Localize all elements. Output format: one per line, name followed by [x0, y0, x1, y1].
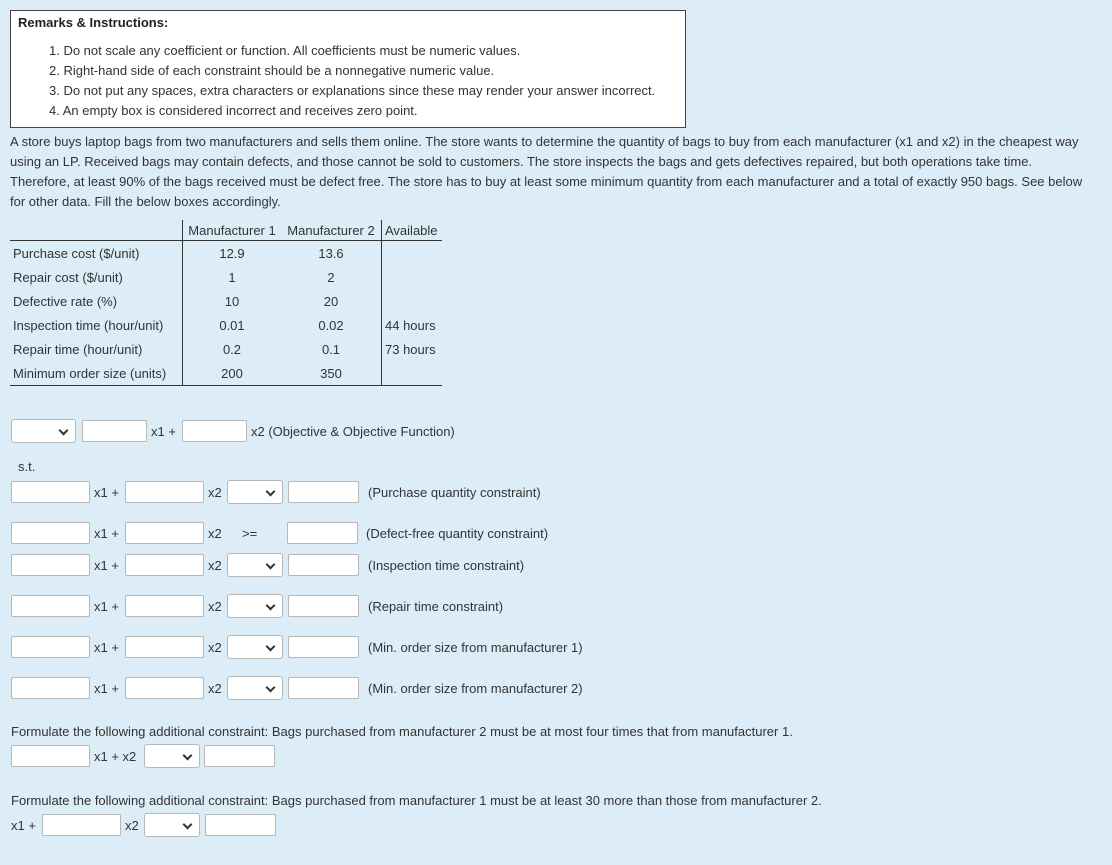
x1-plus-label: x1 +: [94, 558, 119, 573]
constraint-label: (Inspection time constraint): [368, 558, 525, 573]
problem-description: A store buys laptop bags from two manufacturers and sells them online. The store wants to determine the quantity of bags to buy from each manufacturer (x1 and x2) in the cheapest way using an LP. Received bags may contain defects, and those cannot be sold to customers. The store inspects the bags and gets defectives repaired, but both operations take time. Therefore, at least 90% of the bags received must be defect free. The store has to buy at least some minimum quantity from each manufacturer and a total of exactly 950 bags. See below for other data. Fill the below boxes accordingly.: [10, 134, 1083, 209]
cell-m1: 12.9: [219, 245, 245, 261]
cell-available: [382, 241, 443, 266]
defect-free-rhs-input[interactable]: [287, 522, 358, 544]
x1-plus-label: x1 +: [94, 599, 119, 614]
cell-m1: 0.01: [219, 317, 245, 333]
table-header-available: Available: [382, 220, 443, 241]
cell-m1: 0.2: [222, 341, 242, 357]
additional-2-x2-coefficient-input[interactable]: [42, 814, 121, 836]
min-order-m1-x2-coefficient-input[interactable]: [125, 636, 204, 658]
remarks-list: [49, 41, 655, 121]
inspection-rhs-input[interactable]: [288, 554, 359, 576]
constraint-label: (Defect-free quantity constraint): [366, 526, 549, 541]
st-label: s.t.: [18, 459, 36, 474]
cell-m1: 1: [228, 269, 236, 285]
x1-plus-label: x1 +: [94, 681, 119, 696]
x1-plus-x2-label: x1 + x2: [94, 749, 137, 764]
repair-operator-select[interactable]: [227, 594, 283, 618]
x2-label: x2: [208, 681, 222, 696]
objective-label: x2 (Objective & Objective Function): [251, 424, 455, 439]
remark-item: 1. Do not scale any coefficient or function. All coefficients must be numeric values.: [49, 43, 521, 58]
additional-constraint-1-text: Formulate the following additional constraint: Bags purchased from manufacturer 2 must be at most four times that from manufacturer 1.: [11, 724, 793, 739]
inspection-x2-coefficient-input[interactable]: [125, 554, 204, 576]
constraint-label: (Repair time constraint): [368, 599, 504, 614]
data-table: [10, 220, 442, 386]
additional-2-operator-select[interactable]: [144, 813, 200, 837]
constraint-label: (Purchase quantity constraint): [368, 485, 541, 500]
row-label: Defective rate (%): [10, 289, 183, 313]
cell-available: 44 hours: [385, 317, 436, 333]
remark-item: 4. An empty box is considered incorrect and receives zero point.: [49, 103, 418, 118]
additional-2-rhs-input[interactable]: [205, 814, 276, 836]
x2-label: x2: [125, 818, 139, 833]
remark-item: 3. Do not put any spaces, extra characters or explanations since these may render your answer incorrect.: [49, 83, 656, 98]
row-label: Minimum order size (units): [10, 361, 183, 386]
objective-x2-coefficient-input[interactable]: [182, 420, 247, 442]
purchase-rhs-input[interactable]: [288, 481, 359, 503]
additional-1-operator-select[interactable]: [144, 744, 200, 768]
cell-m2: 20: [281, 289, 382, 313]
additional-1-coefficient-input[interactable]: [11, 745, 90, 767]
table-row: [10, 361, 442, 386]
x1-plus-label: x1 +: [94, 640, 119, 655]
x2-label: x2: [208, 599, 222, 614]
row-label: Repair cost ($/unit): [10, 265, 183, 289]
purchase-operator-select[interactable]: [227, 480, 283, 504]
cell-m1: 200: [183, 361, 282, 386]
table-header-empty: [10, 220, 183, 241]
x1-plus-label: x1 +: [151, 424, 176, 439]
constraint-label: (Min. order size from manufacturer 1): [368, 640, 583, 655]
min-order-m2-x2-coefficient-input[interactable]: [125, 677, 204, 699]
constraint-label: (Min. order size from manufacturer 2): [368, 681, 583, 696]
additional-constraint-2-text: Formulate the following additional constraint: Bags purchased from manufacturer 1 must be at least 30 more than those from manufacturer 2.: [11, 793, 822, 808]
min-order-m1-x1-coefficient-input[interactable]: [11, 636, 90, 658]
min-order-m2-rhs-input[interactable]: [288, 677, 359, 699]
inspection-operator-select[interactable]: [227, 553, 283, 577]
remark-item: 2. Right-hand side of each constraint should be a nonnegative numeric value.: [49, 63, 495, 78]
x2-label: x2: [208, 485, 222, 500]
repair-x2-coefficient-input[interactable]: [125, 595, 204, 617]
objective-x1-coefficient-input[interactable]: [82, 420, 147, 442]
table-row: [10, 241, 442, 266]
cell-available: [382, 289, 443, 313]
remarks-box: [10, 10, 686, 128]
table-row: [10, 265, 442, 289]
additional-1-rhs-input[interactable]: [204, 745, 275, 767]
cell-m2: 350: [281, 361, 382, 386]
x1-plus-label: x1 +: [94, 485, 119, 500]
x2-label: x2: [208, 526, 222, 541]
table-row: [10, 313, 442, 337]
x1-plus-label: x1 +: [11, 818, 36, 833]
row-label: Repair time (hour/unit): [10, 337, 183, 361]
purchase-x1-coefficient-input[interactable]: [11, 481, 90, 503]
defect-free-x2-coefficient-input[interactable]: [125, 522, 204, 544]
cell-available: 73 hours: [385, 341, 436, 357]
cell-m2: 2: [281, 265, 382, 289]
cell-m2: 13.6: [281, 241, 382, 266]
table-row: [10, 337, 442, 361]
ge-operator-label: >=: [242, 526, 258, 541]
remarks-title: Remarks & Instructions:: [18, 15, 169, 30]
x2-label: x2: [208, 558, 222, 573]
min-order-m2-operator-select[interactable]: [227, 676, 283, 700]
min-order-m1-operator-select[interactable]: [227, 635, 283, 659]
cell-available: [382, 361, 443, 386]
row-label: Inspection time (hour/unit): [10, 313, 183, 337]
table-row: [10, 289, 442, 313]
defect-free-x1-coefficient-input[interactable]: [11, 522, 90, 544]
min-order-m1-rhs-input[interactable]: [288, 636, 359, 658]
min-order-m2-x1-coefficient-input[interactable]: [11, 677, 90, 699]
table-header-manufacturer-1: Manufacturer 1: [183, 220, 282, 241]
x2-label: x2: [208, 640, 222, 655]
repair-x1-coefficient-input[interactable]: [11, 595, 90, 617]
inspection-x1-coefficient-input[interactable]: [11, 554, 90, 576]
table-header-manufacturer-2: Manufacturer 2: [281, 220, 382, 241]
row-label: Purchase cost ($/unit): [10, 241, 183, 266]
cell-m2: 0.02: [281, 313, 382, 337]
x1-plus-label: x1 +: [94, 526, 119, 541]
repair-rhs-input[interactable]: [288, 595, 359, 617]
objective-direction-select[interactable]: [11, 419, 76, 443]
purchase-x2-coefficient-input[interactable]: [125, 481, 204, 503]
cell-available: [382, 265, 443, 289]
cell-m1: 10: [224, 293, 240, 309]
cell-m2: 0.1: [281, 337, 382, 361]
